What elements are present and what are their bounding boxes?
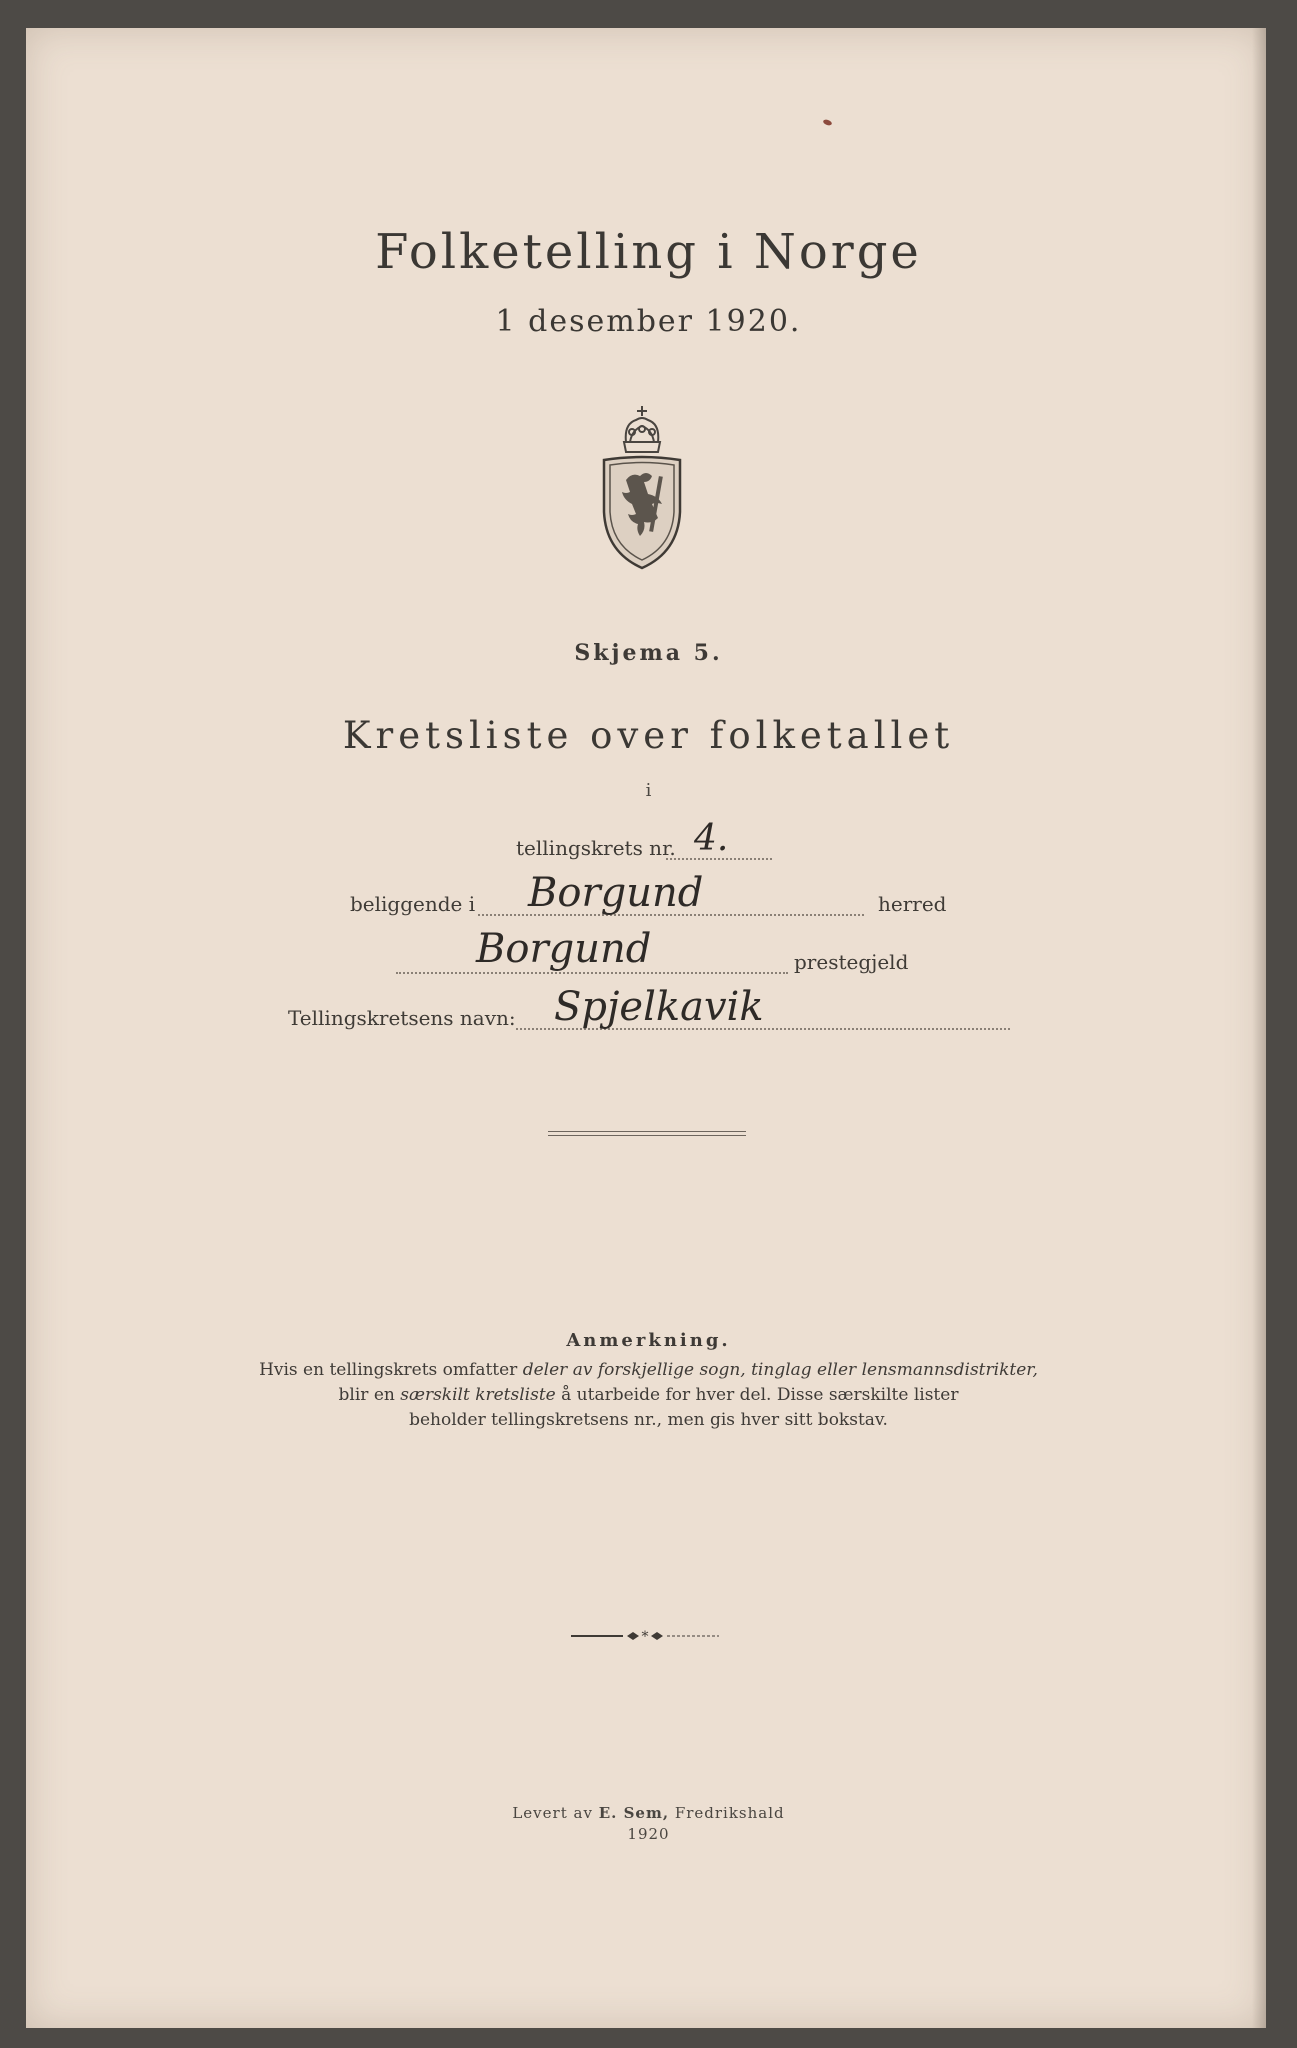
page-title: Folketelling i Norge (375, 224, 922, 280)
note-line-1 (0, 1358, 1297, 1383)
note-line-2-text-a: blir en (338, 1385, 401, 1405)
note-line-2 (0, 1383, 1297, 1408)
district-name-label: Tellingskretsens navn: (288, 1006, 516, 1030)
form-heading: Kretsliste over folketallet (342, 714, 955, 757)
printer-place: Fredrikshald (669, 1804, 785, 1822)
print-year: 1920 (627, 1825, 670, 1843)
note-line-3: beholder tellingskretsens nr., men gis hver sitt bokstav. (409, 1410, 888, 1430)
parish-line (396, 972, 788, 974)
census-date: 1 desember 1920. (495, 304, 802, 339)
schema-number: Skjema 5. (574, 640, 723, 666)
district-name-value: Spjelkavik (554, 984, 764, 1030)
herred-value: Borgund (528, 870, 704, 916)
note-line-2-text-b: å utarbeide for hver del. Disse særskilte lister (555, 1385, 959, 1405)
printer-credit (0, 1804, 1297, 1822)
note-line-1-italic: deler av forskjellige sogn, tinglag eller lensmannsdistrikter, (522, 1360, 1038, 1380)
district-number-value: 4. (694, 818, 729, 859)
located-in-label: beliggende i (350, 892, 476, 916)
district-number-label: tellingskrets nr. (516, 836, 676, 860)
note-line-1-text: Hvis en tellingskrets omfatter (259, 1360, 523, 1380)
note-text (0, 1358, 1297, 1433)
note-heading: Anmerkning. (566, 1330, 731, 1351)
separator-rule (548, 1131, 746, 1136)
norwegian-coat-of-arms-icon (596, 402, 688, 572)
note-line-2-italic: særskilt kretsliste (400, 1385, 556, 1405)
parish-value: Borgund (476, 926, 652, 972)
printer-prefix: Levert av (512, 1804, 599, 1822)
herred-label: herred (878, 892, 947, 916)
parish-label: prestegjeld (794, 950, 909, 974)
printer-name: E. Sem, (598, 1804, 670, 1822)
ornament-divider-icon (571, 1630, 719, 1642)
connector-word: i (645, 780, 652, 801)
svg-text:*: * (641, 1630, 649, 1642)
